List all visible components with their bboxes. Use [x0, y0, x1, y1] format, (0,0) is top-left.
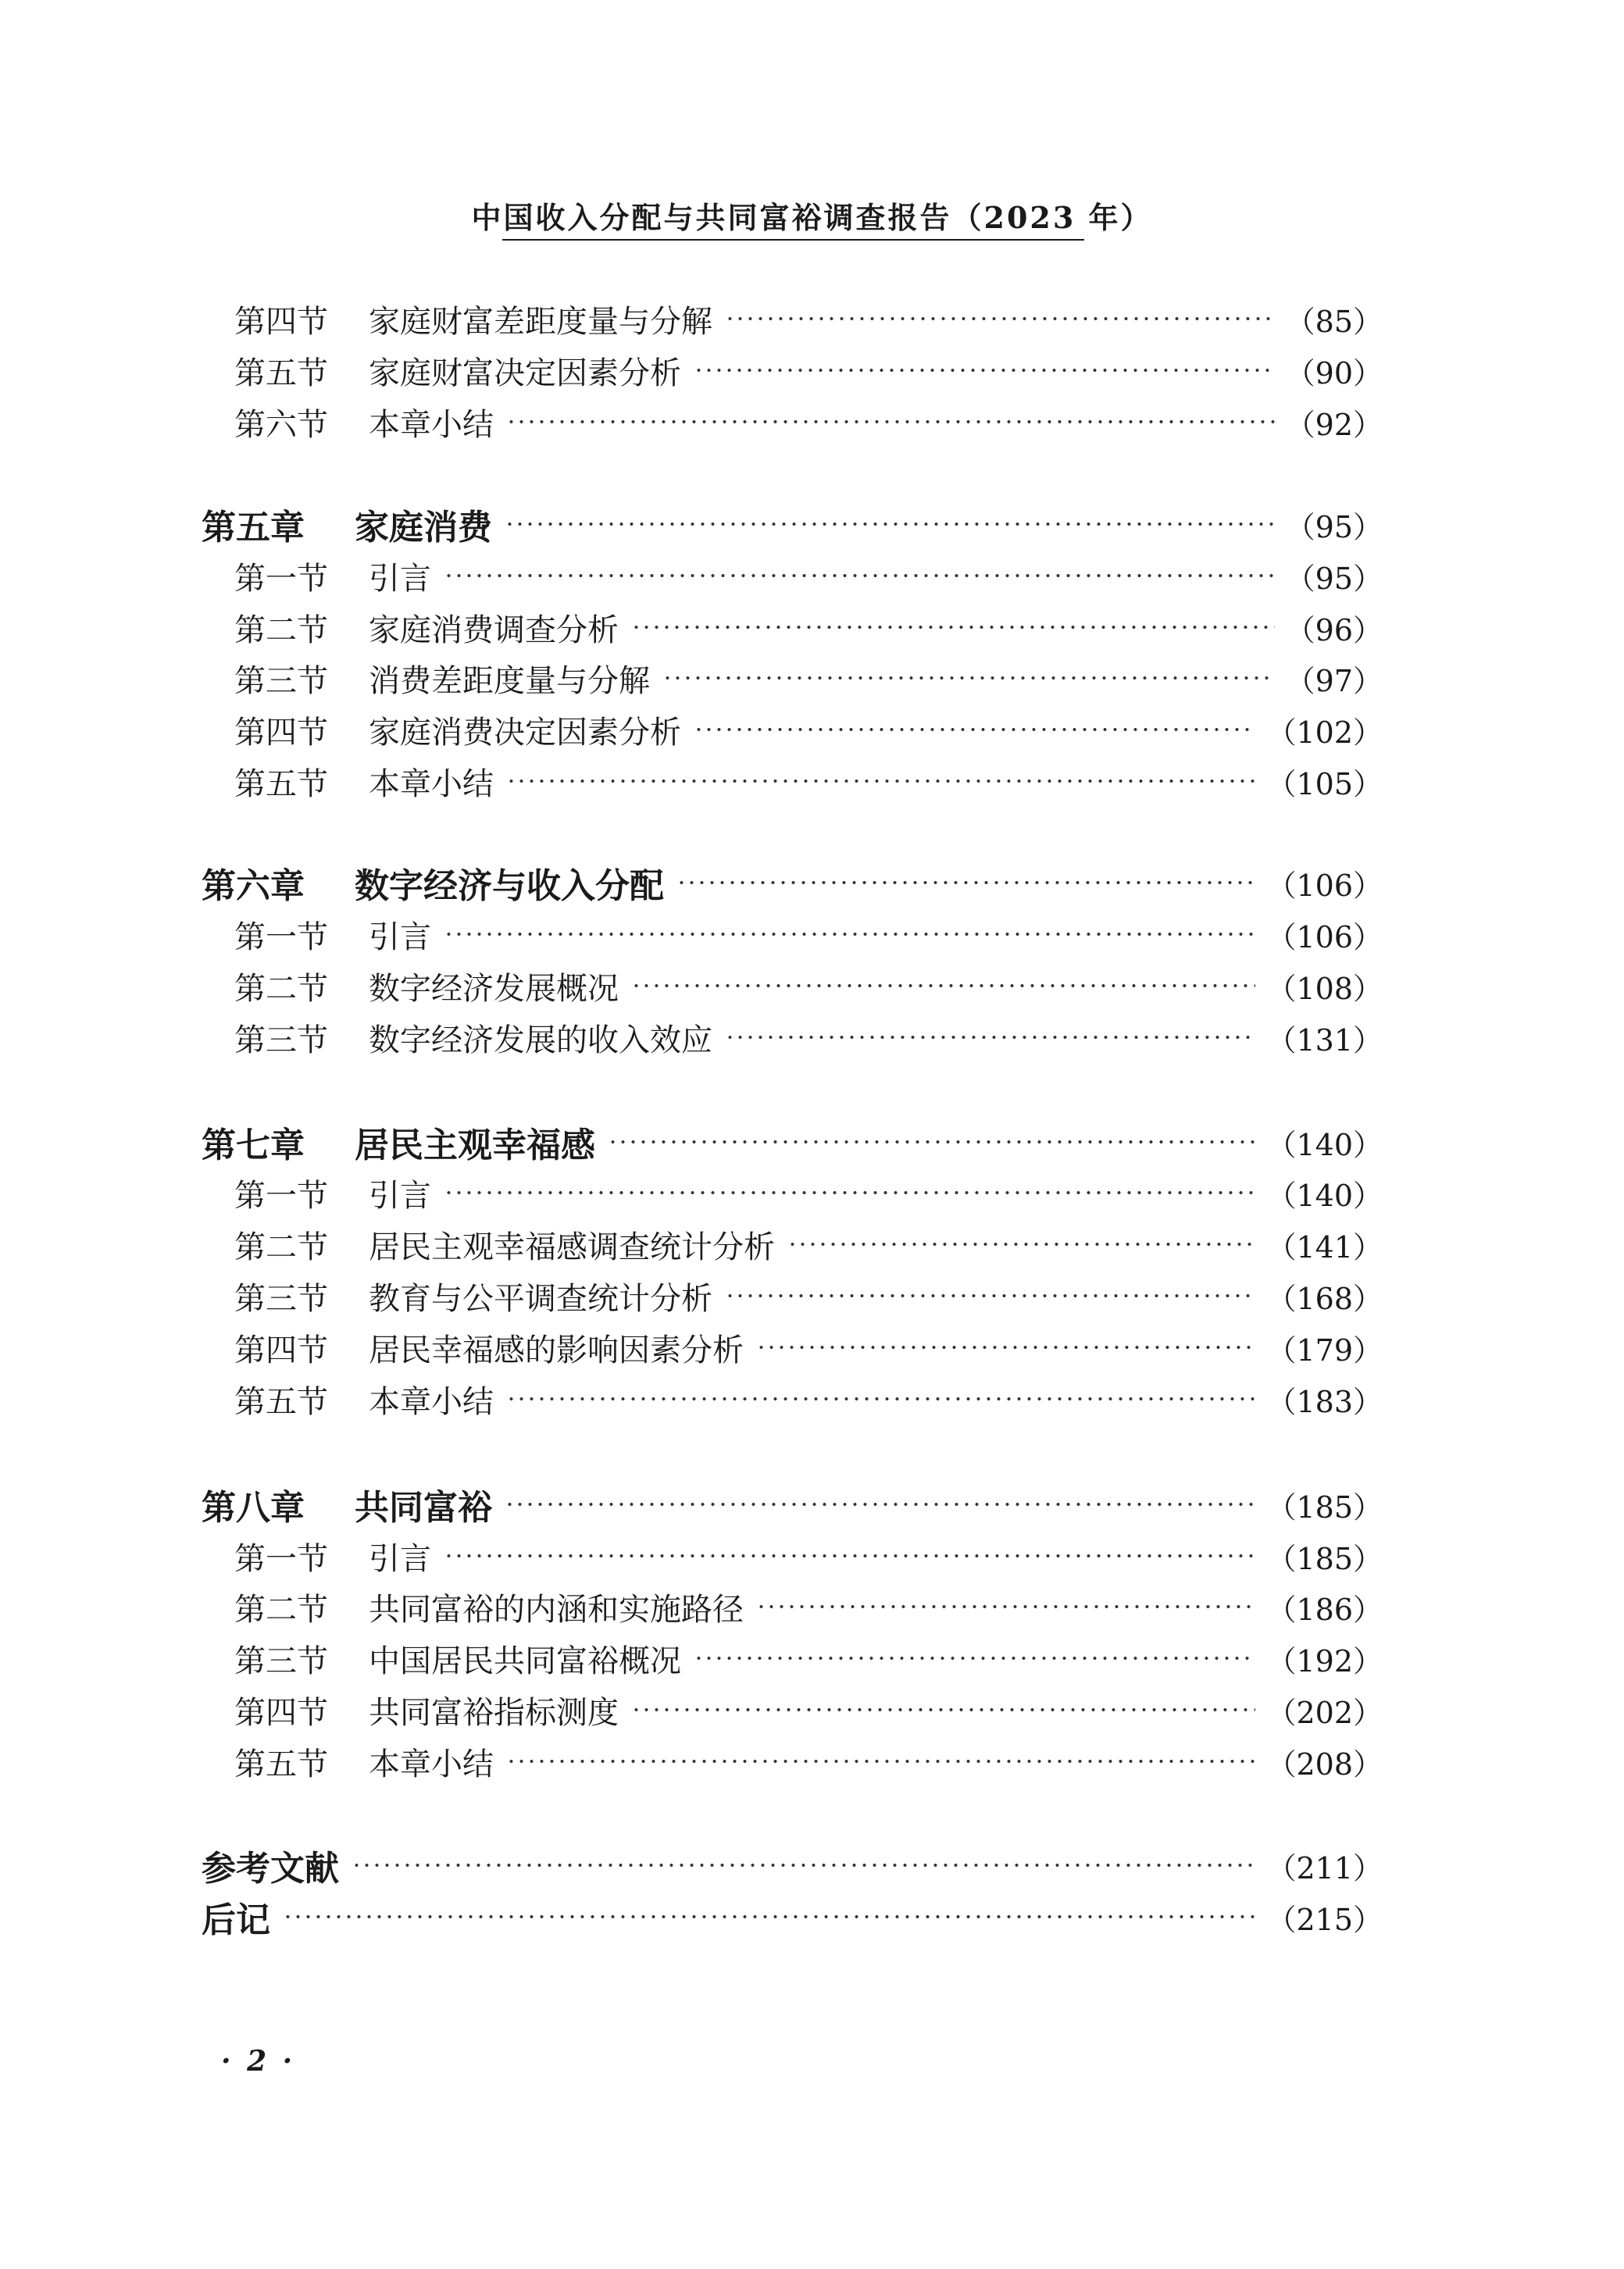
- toc-entry-title: 本章小结: [369, 765, 494, 802]
- toc-entry-number: 第五节: [234, 1383, 328, 1420]
- toc-entry-number: 第八章: [202, 1488, 305, 1528]
- toc-entry-page: （211）: [1266, 1850, 1383, 1885]
- toc-entry-title: 家庭财富决定因素分析: [369, 355, 681, 391]
- toc-section-entry[interactable]: [234, 758, 1383, 804]
- toc-entry-number: 第一节: [234, 919, 328, 955]
- toc-entry-page: （92）: [1285, 407, 1383, 442]
- toc-section-entry[interactable]: [234, 1738, 1383, 1785]
- toc-entry-number: 第一节: [234, 1540, 328, 1577]
- dot-leader: [725, 1032, 1255, 1043]
- toc-section-entry[interactable]: [234, 1375, 1383, 1422]
- toc-entry-number: 第六章: [202, 866, 305, 906]
- dot-leader: [506, 416, 1275, 427]
- toc-section-entry[interactable]: [234, 1583, 1383, 1630]
- toc-entry-page: （131）: [1266, 1022, 1383, 1058]
- toc-section-entry[interactable]: [234, 552, 1383, 599]
- toc-section-entry[interactable]: [234, 1221, 1383, 1268]
- dot-leader: [506, 1756, 1255, 1767]
- dot-leader: [506, 1393, 1255, 1404]
- toc-section-entry[interactable]: [234, 706, 1383, 753]
- toc-entry-page: （192）: [1266, 1643, 1383, 1679]
- toc-entry-title: 引言: [369, 1540, 431, 1577]
- dot-leader: [444, 929, 1255, 940]
- toc-entry-title: 共同富裕指标测度: [369, 1694, 619, 1731]
- dot-leader: [444, 570, 1275, 581]
- toc-entry-title: 家庭消费: [355, 508, 492, 548]
- toc-entry-page: （106）: [1266, 919, 1383, 954]
- toc-entry-title: 消费差距度量与分解: [369, 662, 650, 699]
- toc-entry-number: 第三节: [234, 1643, 328, 1679]
- toc-entry-number: 第七章: [202, 1126, 305, 1165]
- toc-entry-page: （183）: [1266, 1384, 1383, 1419]
- toc-entry-number: 第四节: [234, 1694, 328, 1731]
- toc-entry-number: 参考文献: [202, 1849, 339, 1889]
- toc-entry-number: 第一节: [234, 1177, 328, 1214]
- toc-entry-page: （90）: [1285, 355, 1383, 391]
- toc-entry-title: 家庭消费决定因素分析: [369, 714, 681, 751]
- toc-section-entry[interactable]: [234, 347, 1383, 394]
- dot-leader: [444, 1187, 1255, 1198]
- dot-leader: [631, 980, 1255, 991]
- toc-entry-page: （108）: [1266, 971, 1383, 1006]
- toc-entry-page: （106）: [1266, 868, 1383, 903]
- toc-entry-number: 第五节: [234, 765, 328, 802]
- toc-entry-number: 第五节: [234, 355, 328, 391]
- dot-leader: [662, 672, 1275, 683]
- dot-leader: [694, 1653, 1255, 1664]
- toc-chapter-entry[interactable]: [202, 1118, 1383, 1165]
- toc-section-entry[interactable]: [234, 962, 1383, 1009]
- toc-section-entry[interactable]: [234, 604, 1383, 651]
- toc-entry-page: （97）: [1285, 663, 1383, 698]
- toc-entry-number: 第二节: [234, 612, 328, 648]
- toc-entry-page: （102）: [1266, 715, 1383, 750]
- toc-entry-number: 第二节: [234, 1591, 328, 1628]
- toc-entry-page: （96）: [1285, 612, 1383, 648]
- toc-entry-page: （215）: [1266, 1902, 1383, 1937]
- toc-entry-title: 数字经济与收入分配: [355, 866, 664, 906]
- toc-entry-title: 教育与公平调查统计分析: [369, 1280, 712, 1317]
- toc-entry-page: （185）: [1266, 1541, 1383, 1576]
- dot-leader: [756, 1342, 1255, 1353]
- toc-entry-title: 家庭消费调查分析: [369, 612, 619, 648]
- toc-entry-page: （141）: [1266, 1229, 1383, 1265]
- toc-entry-page: （85）: [1285, 304, 1383, 339]
- toc-section-entry[interactable]: [234, 1272, 1383, 1319]
- toc-entry-number: 第三节: [234, 1280, 328, 1317]
- toc-chapter-entry[interactable]: [202, 1893, 1383, 1940]
- dot-leader: [352, 1860, 1255, 1871]
- toc-section-entry[interactable]: [234, 1635, 1383, 1682]
- toc-entry-page: （202）: [1266, 1695, 1383, 1730]
- toc-entry-title: 中国居民共同富裕概况: [369, 1643, 681, 1679]
- toc-entry-page: （208）: [1266, 1746, 1383, 1782]
- toc-entry-number: 第五章: [202, 508, 305, 548]
- toc-entry-page: （168）: [1266, 1281, 1383, 1316]
- toc-entry-number: 第二节: [234, 970, 328, 1007]
- toc-entry-page: （95）: [1285, 561, 1383, 596]
- toc-entry-number: 第四节: [234, 303, 328, 340]
- toc-entry-title: 居民主观幸福感调查统计分析: [369, 1229, 775, 1265]
- dot-leader: [787, 1239, 1255, 1250]
- dot-leader: [631, 622, 1275, 633]
- dot-leader: [283, 1911, 1255, 1922]
- dot-leader: [676, 877, 1255, 888]
- toc-section-entry[interactable]: [234, 655, 1383, 701]
- toc-section-entry[interactable]: [234, 1532, 1383, 1579]
- page-number: · 2 ·: [221, 2045, 296, 2078]
- toc-entry-page: （105）: [1266, 766, 1383, 801]
- toc-entry-title: 家庭财富差距度量与分解: [369, 303, 712, 340]
- toc-entry-title: 引言: [369, 1177, 431, 1214]
- toc-entry-number: 第一节: [234, 560, 328, 597]
- toc-entry-number: 第三节: [234, 662, 328, 699]
- dot-leader: [694, 724, 1255, 735]
- dot-leader: [444, 1550, 1255, 1561]
- dot-leader: [756, 1601, 1255, 1612]
- dot-leader: [694, 365, 1275, 376]
- toc-section-entry[interactable]: [234, 1014, 1383, 1061]
- toc-entry-page: （140）: [1266, 1127, 1383, 1162]
- toc-chapter-entry[interactable]: [202, 1481, 1383, 1528]
- toc-entry-title: 居民主观幸福感: [355, 1126, 595, 1165]
- running-header-title: 中国收入分配与共同富裕调查报告（2023 年）: [471, 200, 1153, 235]
- toc-entry-title: 共同富裕: [355, 1488, 492, 1528]
- toc-section-entry[interactable]: [234, 398, 1383, 445]
- toc-section-entry[interactable]: [234, 1169, 1383, 1216]
- toc-entry-title: 引言: [369, 919, 431, 955]
- dot-leader: [506, 776, 1255, 787]
- toc-entry-page: （186）: [1266, 1592, 1383, 1627]
- toc-entry-number: 第二节: [234, 1229, 328, 1265]
- toc-entry-page: （95）: [1285, 509, 1383, 544]
- toc-entry-number: 第三节: [234, 1022, 328, 1058]
- toc-entry-title: 本章小结: [369, 406, 494, 443]
- toc-section-entry[interactable]: [234, 295, 1383, 342]
- toc-entry-title: 数字经济发展概况: [369, 970, 619, 1007]
- toc-entry-number: 第六节: [234, 406, 328, 443]
- toc-entry-page: （185）: [1266, 1489, 1383, 1525]
- toc-chapter-entry[interactable]: [202, 859, 1383, 906]
- toc-chapter-entry[interactable]: [202, 501, 1383, 548]
- toc-entry-number: 第四节: [234, 714, 328, 751]
- toc-entry-title: 本章小结: [369, 1746, 494, 1782]
- dot-leader: [725, 313, 1275, 324]
- toc-entry-title: 引言: [369, 560, 431, 597]
- toc-entry-title: 居民幸福感的影响因素分析: [369, 1332, 744, 1368]
- toc-section-entry[interactable]: [234, 1686, 1383, 1733]
- toc-entry-title: 本章小结: [369, 1383, 494, 1420]
- toc-chapter-entry[interactable]: [202, 1842, 1383, 1889]
- toc-section-entry[interactable]: [234, 911, 1383, 958]
- toc-entry-title: 共同富裕的内涵和实施路径: [369, 1591, 744, 1628]
- dot-leader: [631, 1704, 1255, 1715]
- dot-leader: [608, 1136, 1255, 1147]
- toc-entry-title: 数字经济发展的收入效应: [369, 1022, 712, 1058]
- toc-section-entry[interactable]: [234, 1324, 1383, 1371]
- dot-leader: [725, 1290, 1255, 1301]
- dot-leader: [505, 1499, 1255, 1510]
- toc-entry-page: （179）: [1266, 1333, 1383, 1368]
- toc-entry-page: （140）: [1266, 1178, 1383, 1213]
- dot-leader: [505, 519, 1275, 530]
- toc-entry-number: 第四节: [234, 1332, 328, 1368]
- toc-entry-number: 第五节: [234, 1746, 328, 1782]
- toc-entry-number: 后记: [202, 1900, 270, 1940]
